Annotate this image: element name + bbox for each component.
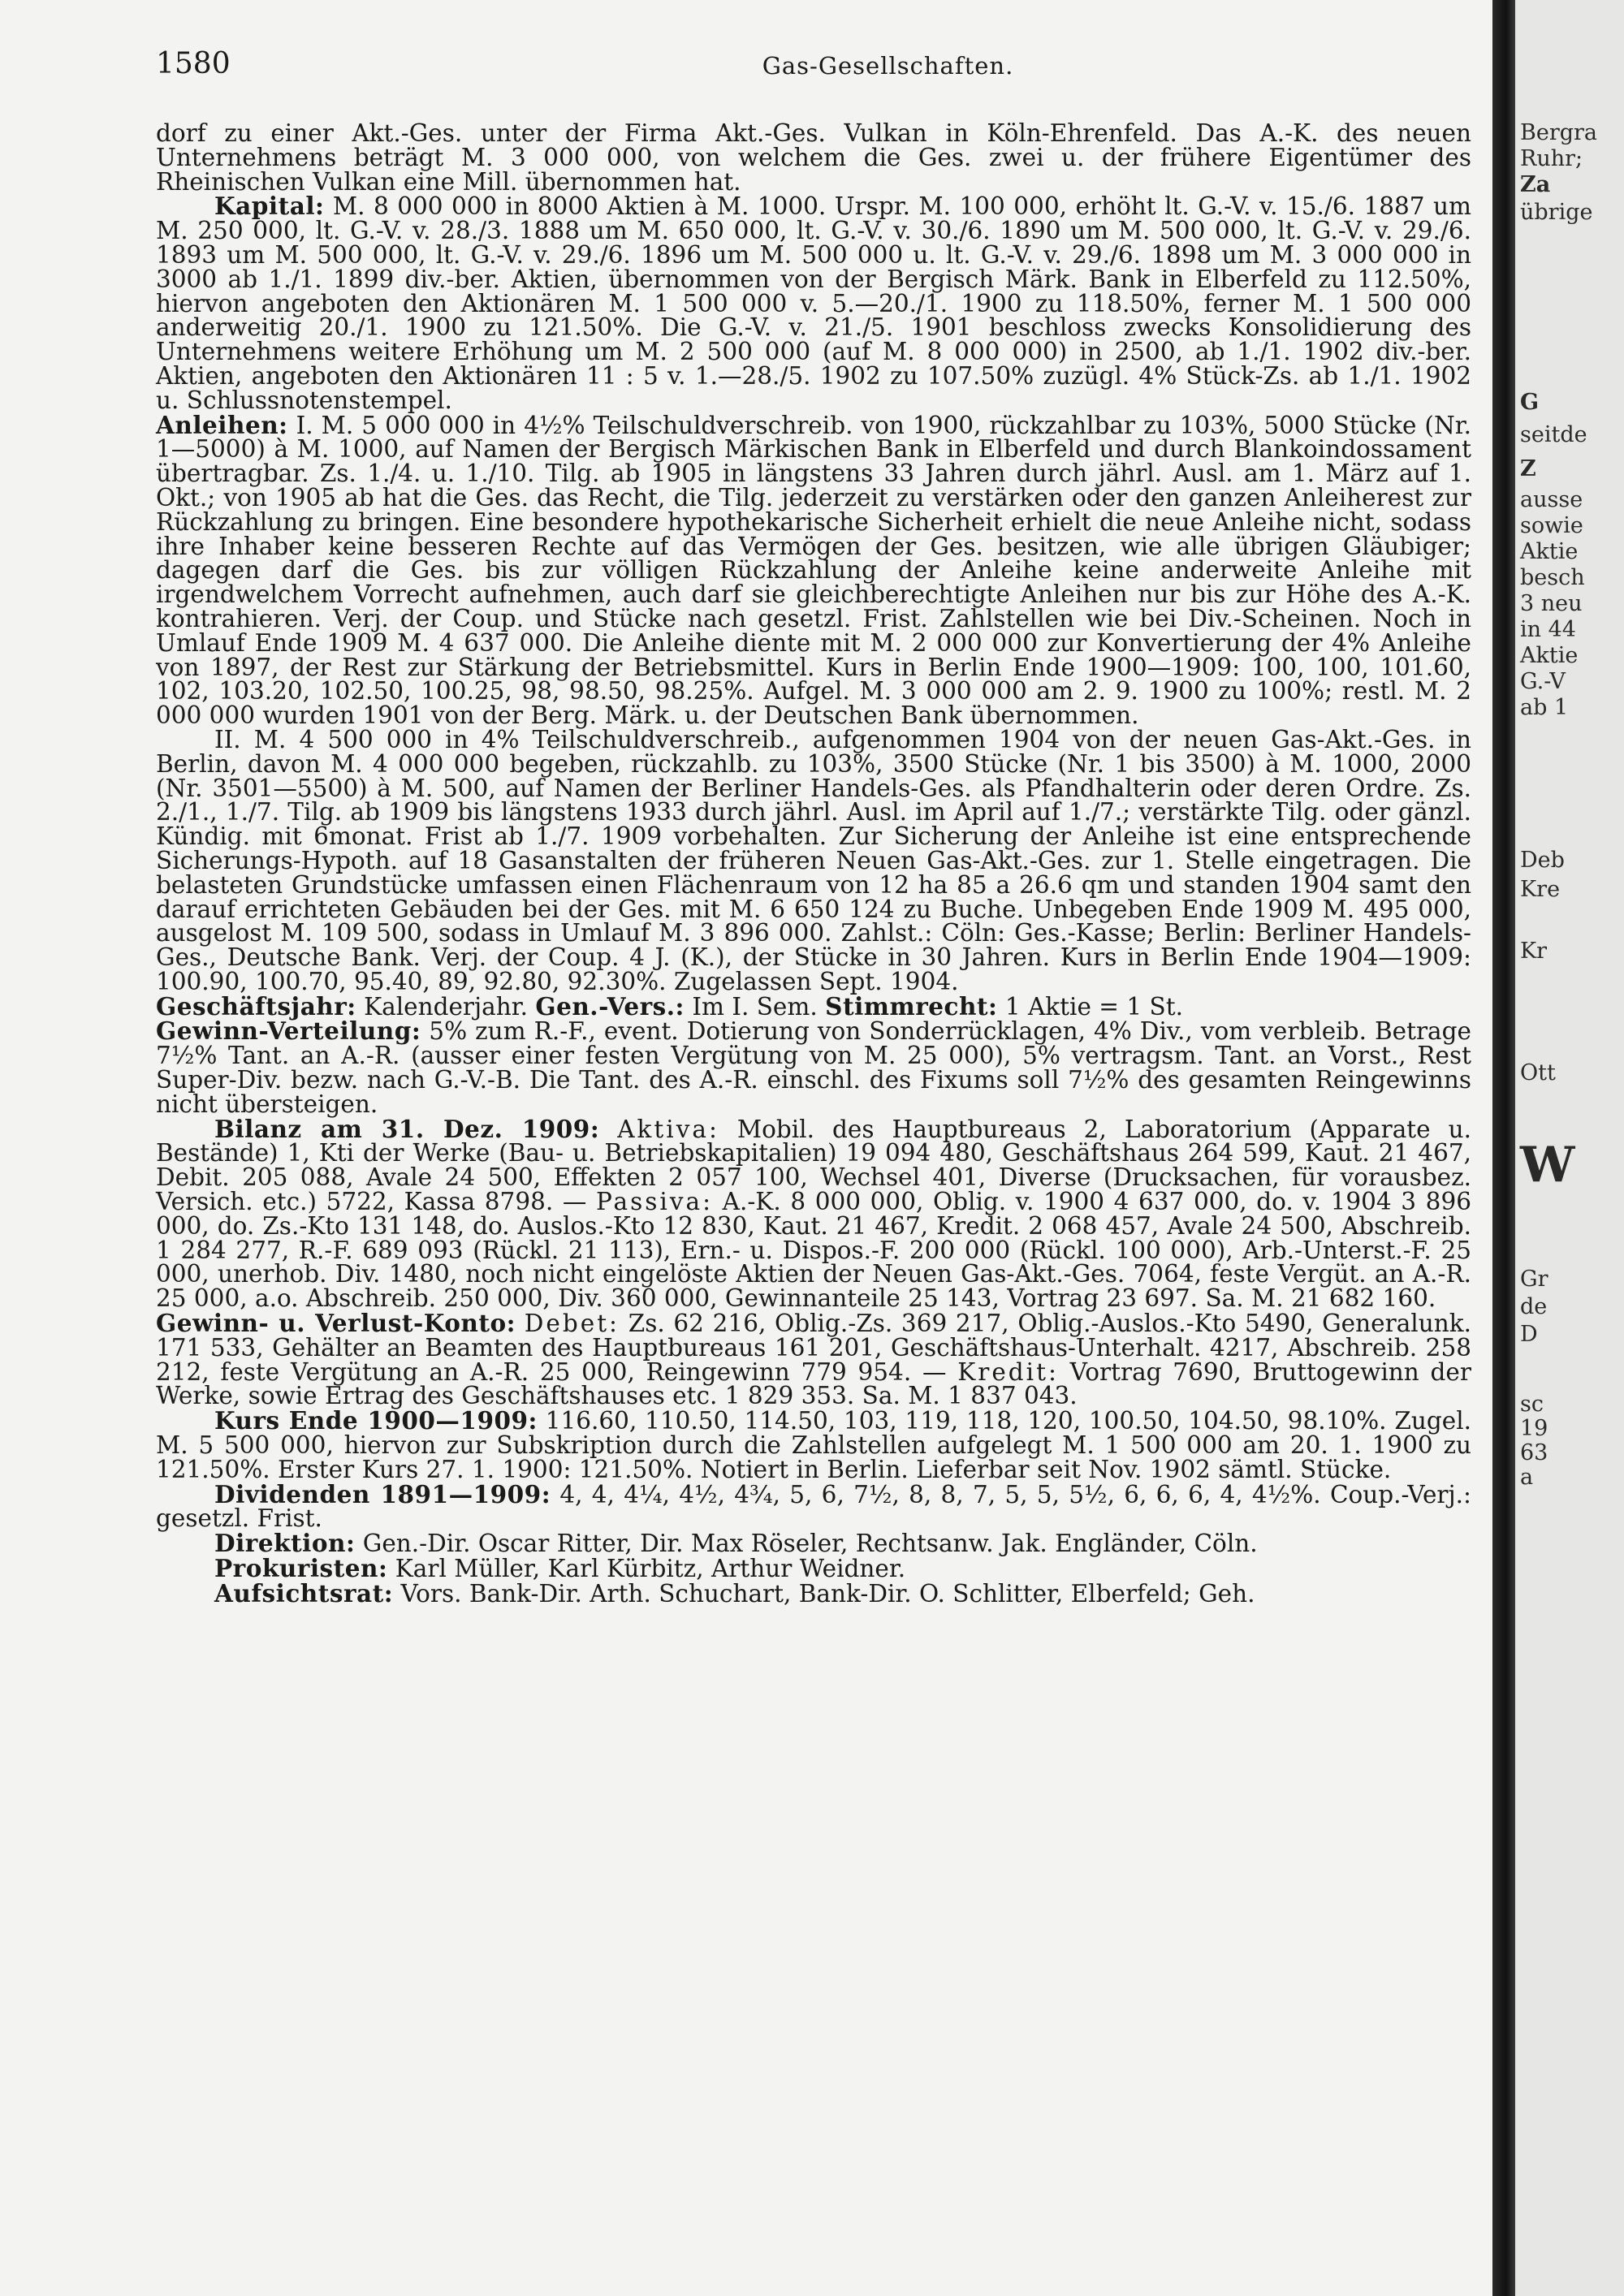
adjacent-line: Aktie	[1520, 539, 1579, 564]
adjacent-line: 3 neu	[1520, 591, 1583, 616]
label-kapital: Kapital:	[214, 192, 325, 221]
geschaeftsjahr-text: Kalenderjahr.	[356, 992, 528, 1021]
adjacent-line: ausse	[1520, 487, 1583, 512]
paragraph-bilanz	[156, 1114, 1471, 1313]
adjacent-line: in 44	[1520, 617, 1576, 642]
adjacent-line: 19	[1520, 1416, 1548, 1441]
label-kurs: Kurs Ende 1900—1909:	[214, 1406, 538, 1435]
adjacent-line: Ruhr;	[1520, 146, 1583, 171]
running-head: Gas-Gesellschaften.	[762, 52, 1014, 80]
adjacent-line: W	[1520, 1137, 1575, 1193]
genvers-text: Im I. Sem.	[684, 992, 818, 1021]
adjacent-line: G	[1520, 390, 1540, 415]
adjacent-line: Z	[1520, 456, 1536, 481]
adjacent-line: a	[1520, 1465, 1534, 1490]
direktion-text: Gen.-Dir. Oscar Ritter, Dir. Max Röseler, Rechtsanw. Jak. Engländer, Cöln.	[355, 1530, 1258, 1558]
passiva-text: A.-K. 8 000 000, Oblig. v. 1900 4 637 000, do. v. 1904 3 896 000, do. Zs.-Kto 131 148, do. Auslos.-Kto 12 830, Kaut. 21 467, Kredit. 2 068 457, Avale 24 500, Abschreib. 1 284 277, R.-F. 689 093 (Rückl. 21 113), Ern.- u. Dispos.-F. 200 000 (Rückl. 100 000), Arb.-Unterst.-F. 25 000, unerhob. Div. 1480, noch nicht eingelöste Aktien der Neuen Gas-Akt.-Ges. 7064, feste Vergüt. an A.-R. 25 000, a.o. Abschreib. 250 000, Div. 360 000, Gewinnanteile 25 143, Vortrag 23 697. Sa. M. 21 682 160.	[156, 1188, 1471, 1313]
paragraph-intro	[156, 119, 1471, 196]
adjacent-line: besch	[1520, 565, 1585, 590]
anleihen-2-text: II. M. 4 500 000 in 4% Teilschuldverschreib., aufgenommen 1904 von der neuen Gas-Akt.-Ges. in Berlin, davon M. 4 000 000 begeben, rückzahlb. zu 103%, 3500 Stücke (Nr. 1 bis 3500) à M. 1000, 2000 (Nr. 3501—5500) à M. 500, auf Namen der Berliner Handels-Ges. als Pfandhalterin oder deren Ordre. Zs. 2./1., 1./7. Tilg. ab 1909 bis längstens 1933 durch jährl. Ausl. im April auf 1./7.; verstärkte Tilg. oder gänzl. Kündig. mit 6monat. Frist ab 1./7. 1909 vorbehalten. Zur Sicherung der Anleihe ist eine entsprechende Sicherungs-Hypoth. auf 18 Gasanstalten der früheren Neuen Gas-Akt.-Ges. zur 1. Stelle eingetragen. Die belasteten Grundstücke umfassen einen Flächenraum von 12 ha 85 a 26.6 qm und standen 1904 samt den darauf errichteten Gebäuden bei der Ges. mit M. 6 650 124 zu Buche. Unbegeben Ende 1909 M. 495 000, ausgelost M. 109 500, sodass in Umlauf M. 3 896 000. Zahlst.: Cöln: Ges.-Kasse; Berlin: Berliner Handels-Ges., Deutsche Bank. Verj. der Coup. 4 J. (K.), der Stücke in 30 Jahren. Kurs in Berlin Ende 1904—1909: 100.90, 100.70, 95.40, 89, 92.80, 92.30%. Zugelassen Sept. 1904.	[156, 725, 1471, 995]
label-prokuristen: Prokuristen:	[214, 1554, 388, 1583]
adjacent-line: ab 1	[1520, 695, 1569, 720]
stimmrecht-text: 1 Aktie = 1 St.	[997, 992, 1183, 1021]
label-debet: Debet:	[524, 1310, 620, 1338]
label-gewinn: Gewinn-Verteilung:	[156, 1016, 421, 1046]
adjacent-line: 63	[1520, 1440, 1548, 1465]
adjacent-line: Kr	[1520, 939, 1548, 964]
gewinn-text: 5% zum R.-F., event. Dotierung von Sonderrücklagen, 4% Div., vom verbleib. Betrage 7½% Tant. an A.-R. (ausser einer festen Vergütung von M. 25 000), 5% vertragsm. Tant. an Vorst., Rest Super-Div. bezw. nach G.-V.-B. Die Tant. des A.-R. einschl. des Fixums soll 7½% des gesamten Reingewinns nicht übersteigen.	[156, 1017, 1471, 1118]
paragraph-guv	[156, 1311, 1471, 1409]
aktiva-text: Mobil. des Hauptbureaus 2, Laboratorium (Apparate u. Bestände) 1, Kti der Werke (Bau- u. Betriebskapitalien) 19 094 480, Geschäftshaus 264 599, Kaut. 21 467, Debit. 205 088, Avale 24 500, Effekten 2 057 100, Wechsel 401, Diverse (Drucksachen, für vorausbez. Versich. etc.) 5722, Kassa 8798. —	[156, 1115, 1471, 1216]
adjacent-page-sliver	[1515, 0, 1624, 2296]
adjacent-line: sc	[1520, 1392, 1544, 1417]
adjacent-line: Aktie	[1520, 643, 1579, 668]
adjacent-line: seitde	[1520, 422, 1587, 447]
paragraph-anleihen-1	[156, 410, 1471, 730]
adjacent-line: G.-V	[1520, 669, 1566, 694]
paragraph-kurs	[156, 1406, 1472, 1483]
kredit-text: Vortrag 7690, Bruttogewinn der Werke, sowie Ertrag des Geschäftshauses etc. 1 829 353. Sa. M. 1 837 043.	[156, 1357, 1471, 1410]
aufsichtsrat-text: Vors. Bank-Dir. Arth. Schuchart, Bank-Dir. O. Schlitter, Elberfeld; Geh.	[393, 1579, 1255, 1608]
adjacent-line: Bergra	[1520, 120, 1598, 145]
prokuristen-text: Karl Müller, Karl Kürbitz, Arthur Weidner.	[387, 1555, 906, 1583]
page-body	[156, 119, 1472, 1608]
label-aktiva: Aktiva:	[617, 1115, 719, 1143]
adjacent-line: Kre	[1520, 877, 1561, 902]
paragraph-geschaeftsjahr	[156, 991, 1471, 1021]
adjacent-line: Gr	[1520, 1267, 1548, 1292]
label-bilanz: Bilanz am 31. Dez. 1909:	[214, 1114, 600, 1143]
label-passiva: Passiva:	[596, 1188, 714, 1216]
paragraph-direktion	[156, 1531, 1471, 1556]
paragraph-prokuristen	[156, 1556, 1471, 1582]
debet-text: Zs. 62 216, Oblig.-Zs. 369 217, Oblig.-Auslos.-Kto 5490, Generalunk. 171 533, Gehälter an Beamten des Hauptbureaus 161 201, Geschäftshaus-Unterhalt. 4217, Abschreib. 258 212, feste Vergütung an A.-R. 25 000, Reingewinn 779 954. —	[156, 1310, 1471, 1386]
kurs-text: 116.60, 110.50, 114.50, 103, 119, 118, 120, 100.50, 104.50, 98.10%. Zugel. M. 5 500 000, hiervon zur Subskription durch die Zahlstellen aufgelegt M. 1 500 000 am 20. 1. 1900 zu 121.50%. Erster Kurs 27. 1. 1900: 121.50%. Notiert in Berlin. Lieferbar seit Nov. 1902 sämtl. Stücke.	[156, 1407, 1472, 1483]
adjacent-line: de	[1520, 1294, 1548, 1319]
paragraph-anleihen-2	[156, 725, 1471, 995]
label-kredit: Kredit:	[957, 1357, 1059, 1386]
label-guv: Gewinn- u. Verlust-Konto:	[156, 1309, 516, 1338]
paragraph-gewinn	[156, 1016, 1471, 1118]
adjacent-line: sowie	[1520, 513, 1583, 538]
adjacent-line: Deb	[1520, 848, 1565, 873]
kapital-text: M. 8 000 000 in 8000 Aktien à M. 1000. Urspr. M. 100 000, erhöht lt. G.-V. v. 15./6. 1887 um M. 250 000, lt. G.-V. v. 28./3. 1888 um M. 650 000, lt. G.-V. v. 30./6. 1890 um M. 500 000, lt. G.-V. v. 29./6. 1893 um M. 500 000, lt. G.-V. v. 29./6. 1896 um M. 500 000 u. lt. G.-V. v. 29./6. 1898 um M. 3 000 000 in 3000 ab 1./1. 1899 div.-ber. Aktien, übernommen von der Bergisch Märk. Bank in Elberfeld zu 112.50%, hiervon angeboten den Aktionären M. 1 500 000 v. 5.—20./1. 1900 zu 118.50%, ferner M. 1 500 000 anderweitig 20./1. 1900 zu 121.50%. Die G.-V. v. 21./5. 1901 beschloss zwecks Konsolidierung des Unternehmens weitere Erhöhung um M. 2 500 000 (auf M. 8 000 000) in 2500, ab 1./1. 1902 div.-ber. Aktien, angeboten den Aktionären 11 : 5 v. 1.—28./5. 1902 zu 107.50% zuzügl. 4% Stück-Zs. ab 1./1. 1902 u. Schlussnotenstempel.	[156, 192, 1471, 414]
paragraph-kapital	[156, 194, 1471, 412]
anleihen-1-text: I. M. 5 000 000 in 4½% Teilschuldverschreib. von 1900, rückzahlbar zu 103%, 5000 Stücke (Nr. 1—5000) à M. 1000, auf Namen der Bergisch Märkischen Bank in Elberfeld und durch Blankoindossament übertragbar. Zs. 1./4. u. 1./10. Tilg. ab 1905 in längstens 33 Jahren durch jährl. Ausl. am 1. März auf 1. Okt.; von 1905 ab hat die Ges. das Recht, die Tilg. jederzeit zu verstärken oder den ganzen Anleiherest zur Rückzahlung zu bringen. Eine besondere hypothekarische Sicherheit erhielt die neue Anleihe nicht, sodass ihre Inhaber keine besseren Rechte auf das Vermögen der Ges. besitzen, wie alle übrigen Gläubiger; dagegen darf die Ges. bis zur völligen Rückzahlung der Anleihe keine anderweite Anleihe mit irgendwelchem Vorrecht aufnehmen, auch darf sie gleichberechtigte Anleihen nur bis zur Höhe des A.-K. kontrahieren. Verj. der Coup. und Stücke nach gesetzl. Frist. Zahlstellen wie bei Div.-Scheinen. Noch in Umlauf Ende 1909 M. 4 637 000. Die Anleihe diente mit M. 2 000 000 zur Konvertierung der 4% Anleihe von 1897, der Rest zur Stärkung der Betriebsmittel. Kurs in Berlin Ende 1900—1909: 100, 100, 101.60, 102, 103.20, 102.50, 100.25, 98, 98.50, 98.25%. Aufgel. M. 3 000 000 am 2. 9. 1900 zu 100%; restl. M. 2 000 000 wurden 1901 von der Berg. Märk. u. der Deutschen Bank übernommen.	[156, 411, 1471, 730]
page-number: 1580	[156, 47, 231, 80]
label-genvers: Gen.-Vers.:	[535, 991, 685, 1021]
label-stimmrecht: Stimmrecht:	[825, 991, 998, 1021]
book-gutter	[1492, 0, 1515, 2296]
intro-text: dorf zu einer Akt.-Ges. unter der Firma Akt.-Ges. Vulkan in Köln-Ehrenfeld. Das A.-K. des neuen Unternehmens beträgt M. 3 000 000, von welchem die Ges. zwei u. der frühere Eigentümer des Rheinischen Vulkan eine Mill. übernommen hat.	[156, 119, 1471, 196]
dividenden-text: 4, 4, 4¼, 4½, 4¾, 5, 6, 7½, 8, 8, 7, 5, 5, 5½, 6, 6, 6, 4, 4½%. Coup.-Verj.: gesetzl. Frist.	[156, 1480, 1471, 1533]
label-dividenden: Dividenden 1891—1909:	[214, 1479, 551, 1508]
page-header	[156, 47, 1474, 88]
adjacent-line: Ott	[1520, 1060, 1556, 1085]
label-anleihen: Anleihen:	[156, 410, 288, 439]
adjacent-line: D	[1520, 1322, 1538, 1347]
adjacent-line: übrige	[1520, 200, 1593, 225]
paragraph-aufsichtsrat	[156, 1578, 1471, 1608]
label-aufsichtsrat: Aufsichtsrat:	[214, 1578, 394, 1608]
paragraph-dividenden	[156, 1479, 1471, 1533]
adjacent-line: Za	[1520, 172, 1551, 197]
label-direktion: Direktion:	[214, 1529, 356, 1558]
label-geschaeftsjahr: Geschäftsjahr:	[156, 991, 356, 1021]
